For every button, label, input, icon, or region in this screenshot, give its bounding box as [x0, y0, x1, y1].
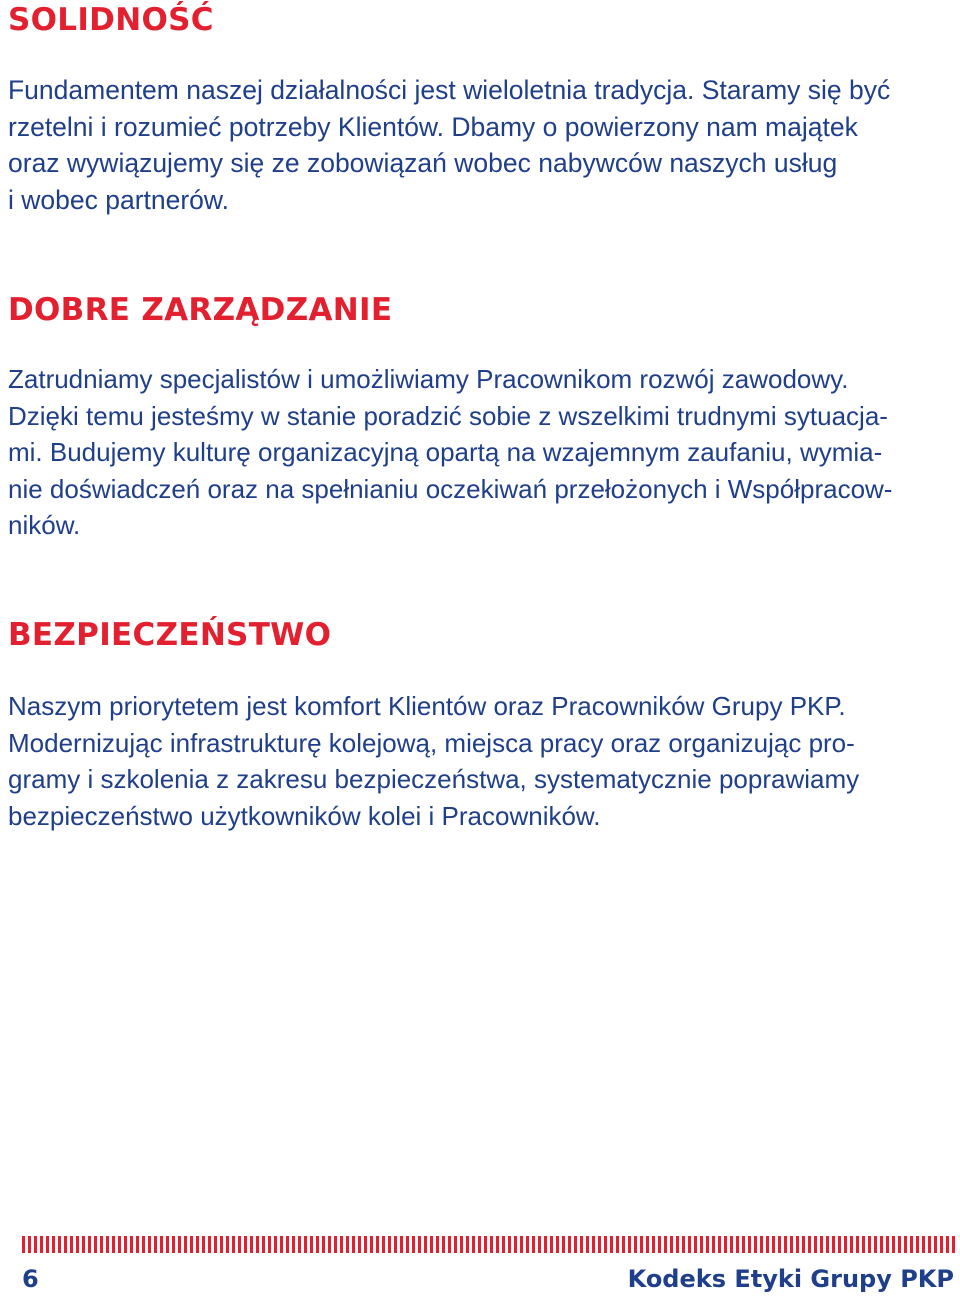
section-heading-solidnosc: SOLIDNOŚĆ	[8, 2, 214, 38]
page-number: 6	[22, 1265, 39, 1293]
section-text-solidnosc: Fundamentem naszej działalności jest wieloletnia tradycja. Staramy się być rzetelni i rozumieć potrzeby Klientów. Dbamy o powierzony nam majątek oraz wywiązujemy się ze zobowiązań wobec nabywców naszych usług i wobec partnerów.	[8, 75, 891, 215]
section-heading-dobre-zarzadzanie: DOBRE ZARZĄDZANIE	[8, 292, 393, 328]
section-text-bezpieczenstwo: Naszym priorytetem jest komfort Klientów oraz Pracowników Grupy PKP. Modernizując infrastrukturę kolejową, miejsca pracy oraz organizując pro- gramy i szkolenia z zakresu bezpieczeństwa, systematycznie poprawiamy bezpieczeństwo użytkowników kolei i Pracowników.	[8, 691, 860, 831]
footer-striped-rule	[22, 1236, 955, 1253]
section-text-dobre-zarzadzanie: Zatrudniamy specjalistów i umożliwiamy Pracownikom rozwój zawodowy. Dzięki temu jesteśmy w stanie poradzić sobie z wszelkimi trudnymi sytuacja- mi. Budujemy kulturę organizacyjną opartą na wzajemnym zaufaniu, wymia- nie doświadczeń oraz na spełnianiu oczekiwań przełożonych i Współpracow- ników.	[8, 364, 893, 540]
document-title: Kodeks Etyki Grupy PKP	[627, 1265, 954, 1293]
section-heading-bezpieczenstwo: BEZPIECZEŃSTWO	[8, 617, 332, 653]
